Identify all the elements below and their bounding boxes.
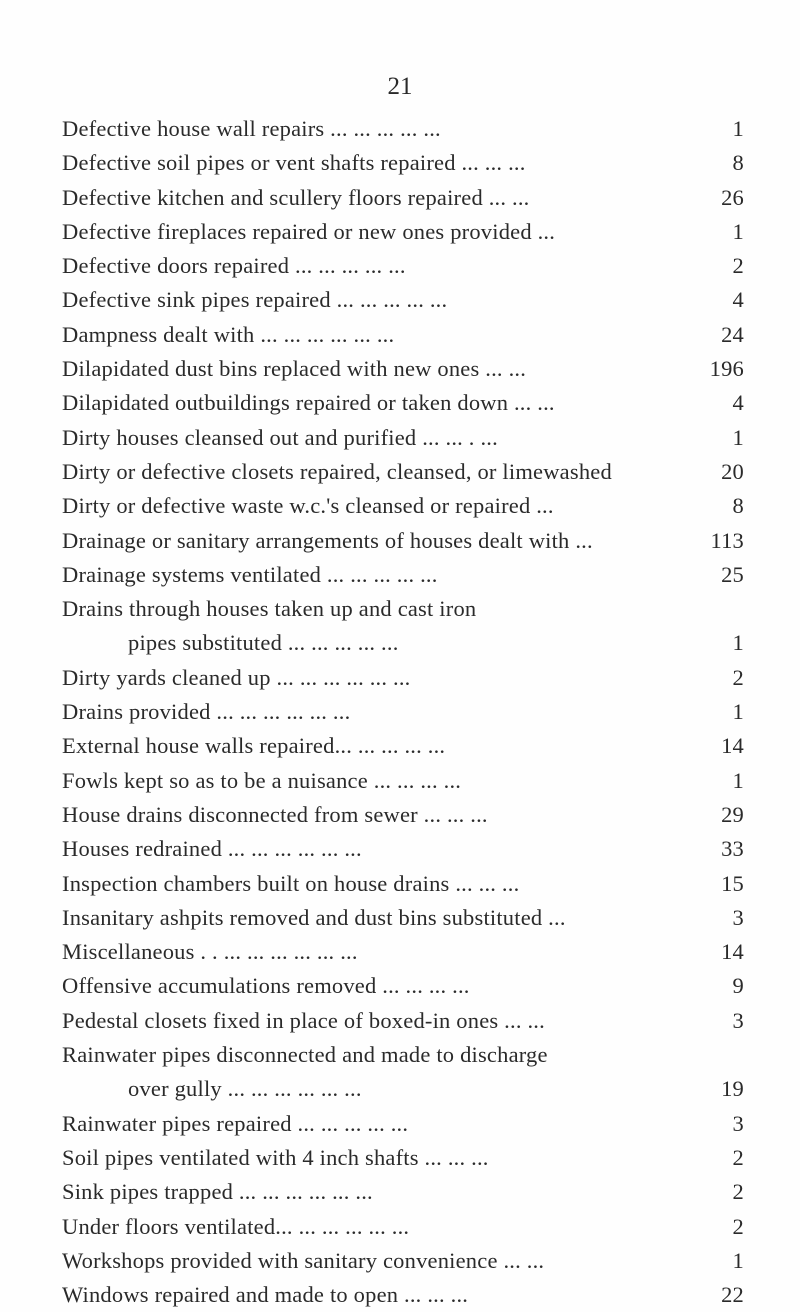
item-description: Defective kitchen and scullery floors repaired ... ... — [62, 184, 530, 210]
item-count: 4 — [732, 390, 744, 416]
item-count: 2 — [732, 1179, 744, 1205]
item-count: 1 — [732, 116, 744, 141]
item-count: 19 — [721, 1076, 744, 1102]
list-item — [62, 901, 744, 935]
item-description: Dilapidated dust bins replaced with new ones ... ... — [62, 356, 527, 382]
item-count: 8 — [732, 150, 744, 176]
list-item — [62, 386, 744, 420]
list-item — [62, 455, 744, 489]
item-description: Defective sink pipes repaired ... ... ... ... ... — [62, 287, 448, 313]
item-count: 2 — [732, 664, 744, 690]
item-description: Rainwater pipes repaired ... ... ... ... ... — [62, 1110, 409, 1136]
list-item — [62, 318, 744, 352]
item-count: 1 — [732, 1247, 744, 1273]
item-count: 196 — [709, 356, 744, 382]
item-count: 3 — [732, 1110, 744, 1136]
item-count: 25 — [721, 561, 744, 587]
item-count: 26 — [721, 184, 744, 210]
list-item — [62, 524, 744, 558]
list-item — [62, 1072, 744, 1106]
list-item — [62, 1038, 744, 1072]
item-description: Insanitary ashpits removed and dust bins substituted ... — [62, 904, 566, 930]
item-description: Miscellaneous . . ... ... ... ... ... ... — [62, 939, 358, 965]
item-description: External house walls repaired... ... ... ... ... — [62, 733, 446, 759]
sanitary-works-list — [62, 112, 744, 1312]
item-count: 15 — [721, 870, 744, 896]
item-count: 1 — [732, 699, 744, 725]
item-count: 8 — [732, 493, 744, 519]
item-count: 1 — [732, 630, 744, 656]
item-description: Inspection chambers built on house drains ... ... ... — [62, 870, 520, 896]
list-item — [62, 764, 744, 798]
list-item — [62, 969, 744, 1003]
item-count: 2 — [732, 1213, 744, 1239]
item-count: 14 — [721, 733, 744, 759]
item-description: Dilapidated outbuildings repaired or taken down ... ... — [62, 390, 555, 416]
list-item — [62, 798, 744, 832]
list-item — [62, 352, 744, 386]
item-description: House drains disconnected from sewer ... ... ... — [62, 801, 488, 827]
item-description: Dirty or defective closets repaired, cleansed, or limewashed — [62, 458, 612, 484]
item-description: Drains through houses taken up and cast iron — [62, 596, 477, 622]
item-description: Sink pipes trapped ... ... ... ... ... ... — [62, 1179, 373, 1205]
page-number: 21 — [387, 73, 413, 100]
item-count: 3 — [732, 904, 744, 930]
list-item — [62, 1004, 744, 1038]
list-item — [62, 592, 744, 626]
item-count: 9 — [732, 973, 744, 999]
list-item — [62, 181, 744, 215]
item-description: over gully ... ... ... ... ... ... — [128, 1076, 362, 1102]
list-item — [62, 695, 744, 729]
item-count: 113 — [710, 527, 744, 553]
item-description: Drainage or sanitary arrangements of houses dealt with ... — [62, 527, 593, 553]
item-count: 20 — [721, 458, 744, 484]
item-description: Dirty yards cleaned up ... ... ... ... ... ... — [62, 664, 411, 690]
list-item — [62, 215, 744, 249]
item-count: 14 — [721, 939, 744, 965]
list-item — [62, 1210, 744, 1244]
item-count: 4 — [732, 287, 744, 313]
item-description: Dirty houses cleansed out and purified ... ... . ... — [62, 424, 498, 450]
item-count: 1 — [732, 767, 744, 793]
item-description: Workshops provided with sanitary convenience ... ... — [62, 1247, 545, 1273]
item-count: 1 — [732, 424, 744, 450]
item-description: Houses redrained ... ... ... ... ... ... — [62, 836, 362, 862]
item-description: Under floors ventilated... ... ... ... ... ... — [62, 1213, 410, 1239]
list-item — [62, 626, 744, 660]
item-description: Dampness dealt with ... ... ... ... ... ... — [62, 321, 395, 347]
item-description: Pedestal closets fixed in place of boxed-in ones ... ... — [62, 1007, 545, 1033]
item-description: Drainage systems ventilated ... ... ... ... ... — [62, 561, 438, 587]
item-count: 29 — [721, 801, 744, 827]
item-count: 22 — [721, 1282, 744, 1308]
item-description: Offensive accumulations removed ... ... ... ... — [62, 973, 470, 999]
list-item — [62, 283, 744, 317]
list-item — [62, 1107, 744, 1141]
item-description: Soil pipes ventilated with 4 inch shafts ... ... ... — [62, 1144, 489, 1170]
item-count: 2 — [732, 1144, 744, 1170]
list-item — [62, 832, 744, 866]
item-description: Defective soil pipes or vent shafts repaired ... ... ... — [62, 150, 526, 176]
item-count: 24 — [721, 321, 744, 347]
item-count: 33 — [721, 836, 744, 862]
list-item — [62, 1175, 744, 1209]
item-description: pipes substituted ... ... ... ... ... — [128, 630, 399, 656]
item-description: Dirty or defective waste w.c.'s cleansed or repaired ... — [62, 493, 554, 519]
list-item — [62, 867, 744, 901]
item-description: Defective fireplaces repaired or new ones provided ... — [62, 218, 556, 244]
list-item — [62, 489, 744, 523]
list-item — [62, 661, 744, 695]
item-count: 1 — [732, 218, 744, 244]
list-item — [62, 249, 744, 283]
item-count: 2 — [732, 253, 744, 279]
item-description: Defective doors repaired ... ... ... ... ... — [62, 253, 406, 279]
list-item — [62, 558, 744, 592]
list-item — [62, 112, 744, 146]
list-item — [62, 421, 744, 455]
list-item — [62, 935, 744, 969]
list-item — [62, 729, 744, 763]
list-item — [62, 146, 744, 180]
item-description: Rainwater pipes disconnected and made to discharge — [62, 1042, 548, 1068]
item-count: 3 — [732, 1007, 744, 1033]
item-description: Windows repaired and made to open ... ... ... — [62, 1282, 469, 1308]
list-item — [62, 1244, 744, 1278]
item-description: Defective house wall repairs ... ... ... ... ... — [62, 116, 441, 141]
item-description: Drains provided ... ... ... ... ... ... — [62, 699, 351, 725]
item-description: Fowls kept so as to be a nuisance ... ... ... ... — [62, 767, 462, 793]
list-item — [62, 1278, 744, 1312]
list-item — [62, 1141, 744, 1175]
